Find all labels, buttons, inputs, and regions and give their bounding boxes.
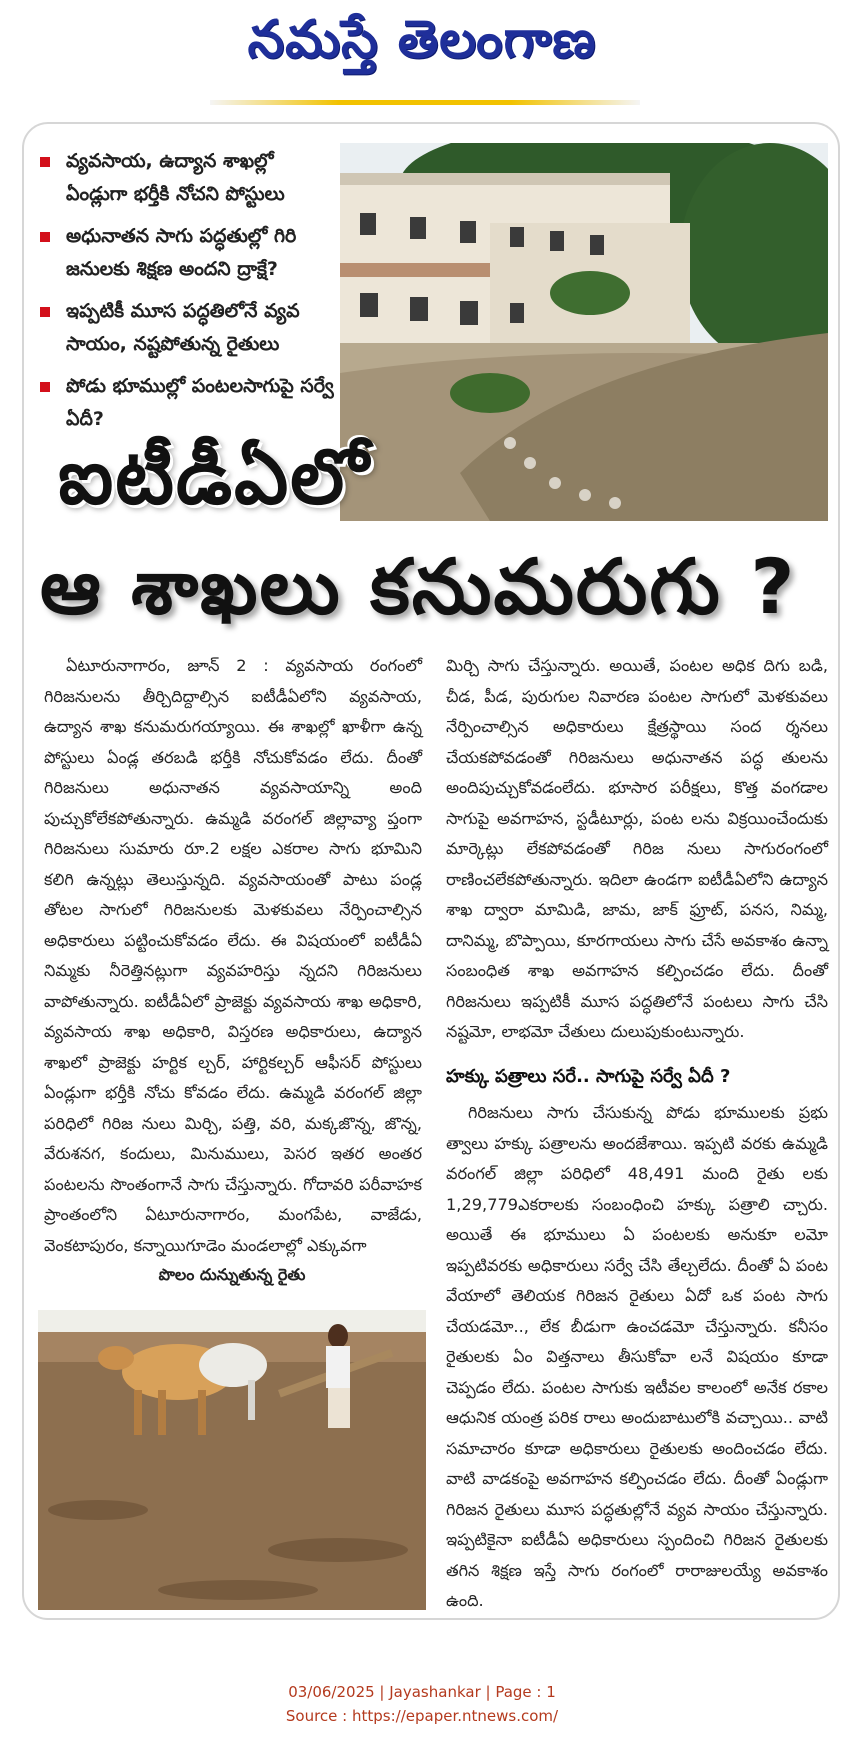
headline-line-1: ఐటీడీఏలో bbox=[58, 432, 371, 521]
masthead-rule bbox=[210, 100, 640, 105]
article-paragraph: ఏటూరునాగారం, జూన్ 2 : వ్యవసాయ రంగంలో గిరిజనులను తీర్చిదిద్దాల్సిన ఐటీడీఏలోని వ్యవసాయ, ఉద్యాన శాఖ కనుమరుగయ్యాయి. ఈ శాఖల్లో ఖాళీగా ఉన్న పోస్టులు ఏండ్ల తరబడి భర్తీకి నోచుకోవడం లేదు. దీంతో గిరిజనులు అధునాతన వ్యవసాయాన్ని అంది పుచ్చుకోలేకపోతున్నారు. ఉమ్మడి వరంగల్ జిల్లావ్యా ప్తంగా గిరిజనులు సుమారు రూ.2 లక్షల ఎకరాల సాగు భూమిని కలిగి ఉన్నట్లు తెలుస్తున్నది. వ్యవసాయంతో పాటు పండ్ల తోటల సాగులో గిరిజనులకు మెళకువలు నేర్పించాల్సిన అధికారులు పట్టించుకోవడం లేదు. ఈ విషయంలో ఐటీడీఏ నిమ్మకు నీరెత్తినట్లుగా వ్యవహరిస్తు న్నదని గిరిజనులు వాపోతున్నారు. ఐటీడీఏలో ప్రాజెక్టు వ్యవసాయ శాఖ అధికారి, వ్యవసాయ శాఖ అధికారి, విస్తరణ అధికారులు, ఉద్యాన శాఖలో ప్రాజెక్టు హర్టిక ల్చర్, హార్టికల్చర్ ఆఫీసర్ పోస్టులు ఏండ్లుగా భర్తీకి నోచు కోవడం లేదు. ఉమ్మడి వరంగల్ జిల్లా పరిధిలో గిరిజ నులు మిర్చి, పత్తి, వరి, మక్కజొన్న, జొన్న, వేరుశనగ, కందులు, మినుములు, పెసర ఇతర అంతర పంటలను సొంతంగానే సాగు చేస్తున్నారు. గోదావరి పరీవాహక ప్రాంతంలోని ఏటూరునాగారం, మంగపేట, వాజేడు, వెంకటాపురం, కన్నాయిగూడెం మండలాల్లో ఎక్కువగా bbox=[44, 656, 422, 1255]
masthead-logo-title: నమస్తే తెలంగాణ bbox=[247, 10, 597, 70]
bullet-item: వ్యవసాయ, ఉద్యాన శాఖల్లో ఏండ్లుగా భర్తీకి నోచని పోస్టులు bbox=[38, 145, 338, 211]
masthead bbox=[0, 0, 844, 96]
page-footer bbox=[0, 1680, 844, 1728]
article-paragraph: మిర్చి సాగు చేస్తున్నారు. అయితే, పంటల అధిక దిగు బడి, చీడ, పీడ, పురుగుల నివారణ పంటల సాగులో మెళకువలు నేర్పించాల్సిన అధికారులు క్షేత్రస్థాయి సంద ర్శనలు చేయకపోవడంతో గిరిజనులు అధునాతన పద్ధ తులను అందిపుచ్చుకోవడంలేదు. భూసార పరీక్షలు, కొత్త వంగడాల సాగుపై అవగాహన, స్టడీటూర్లు, పంట లను విక్రయించేందుకు మార్కెట్లు లేకపోవడంతో గిరిజ నులు సాగురంగంలో రాణించలేకపోతున్నారు. ఇదిలా ఉండగా ఐటీడీఏలోని ఉద్యాన శాఖ ద్వారా మామిడి, జామ, జాక్ ఫ్రూట్, పనస, నిమ్మ, దానిమ్మ, బొప్పాయి, కూరగాయలు సాగు చేసే అవకాశం ఉన్నా సంబంధిత శాఖ అవగాహన కల్పించడం లేదు. దీంతో గిరిజనులు ఇప్పటికీ మూస పద్ధతిలోనే పంటలు సాగు చేసి నష్టమో, లాభమో చేతులు దులుపుకుంటున్నారు. bbox=[446, 656, 828, 1041]
article-paragraph: గిరిజనులు సాగు చేసుకున్న పోడు భూములకు ప్రభు త్వాలు హక్కు పత్రాలను అందజేశాయి. ఇప్పటి వరకు ఉమ్మడి వరంగల్ జిల్లా పరిధిలో 48,491 మంది రైతు లకు 1,29,779ఎకరాలకు సంబంధించి హక్కు పత్రాలి చ్చారు. అయితే ఈ భూములు ఏ పంటలకు అనుకూ లమో ఇప్పటివరకు అధికారులు సర్వే చేసి తేల్చలేదు. దీంతో ఏ పంట వేయాలో తెలియక గిరిజన రైతులు ఏదో ఒక పంట సాగు చేయడమో.., లేక బీడుగా ఉంచడమో చేస్తున్నారు. కనీసం రైతులకు ఏం విత్తనాలు తీసుకోవా లనే విషయం కూడా చెప్పడం లేదు. పంటల సాగుకు ఇటీవల కాలంలో అనేక రకాల ఆధునిక యంత్ర పరిక రాలు అందుబాటులోకి వచ్చాయి.. వాటి సమాచారం కూడా అధికారులు రైతులకు అందించడం లేదు. వాటి వాడకంపై అవగాహన కల్పించడం లేదు. దీంతో ఏండ్లుగా గిరిజన రైతులు మూస పద్ధతుల్లోనే వ్యవ సాయం చేస్తున్నారు. ఇప్పటికైనా ఐటీడీఏ అధికారులు స్పందించి గిరిజన రైతులకు తగిన శిక్షణ ఇస్తే సాగు రంగంలో రారాజులయ్యే అవకాశం ఉంది. bbox=[446, 1103, 828, 1610]
bullet-item: పోడు భూముల్లో పంటలసాగుపై సర్వే ఏదీ? bbox=[38, 370, 338, 436]
article-column-left bbox=[44, 651, 422, 1261]
article-subheading: హక్కు పత్రాలు సరే.. సాగుపై సర్వే ఏదీ ? bbox=[446, 1065, 731, 1087]
bullet-item: ఇప్పటికీ మూస పద్ధతిలోనే వ్యవ సాయం, నష్టపోతున్న రైతులు bbox=[38, 295, 338, 361]
headline-line-2: ఆ శాఖలు కనుమరుగు ? bbox=[40, 542, 797, 631]
photo-caption: పొలం దున్నుతున్న రైతు bbox=[158, 1265, 306, 1284]
bullet-list bbox=[38, 145, 338, 445]
footer-source: Source : https://epaper.ntnews.com/ bbox=[285, 1707, 559, 1725]
bullet-item: అధునాతన సాగు పద్ధతుల్లో గిరి జనులకు శిక్షణ అందని ద్రాక్షే? bbox=[38, 220, 338, 286]
itda-building-photo bbox=[340, 143, 828, 521]
farmer-ploughing-photo bbox=[38, 1310, 426, 1610]
article-column-right bbox=[446, 651, 828, 1617]
footer-date-edition: 03/06/2025 | Jayashankar | Page : 1 bbox=[288, 1683, 556, 1701]
